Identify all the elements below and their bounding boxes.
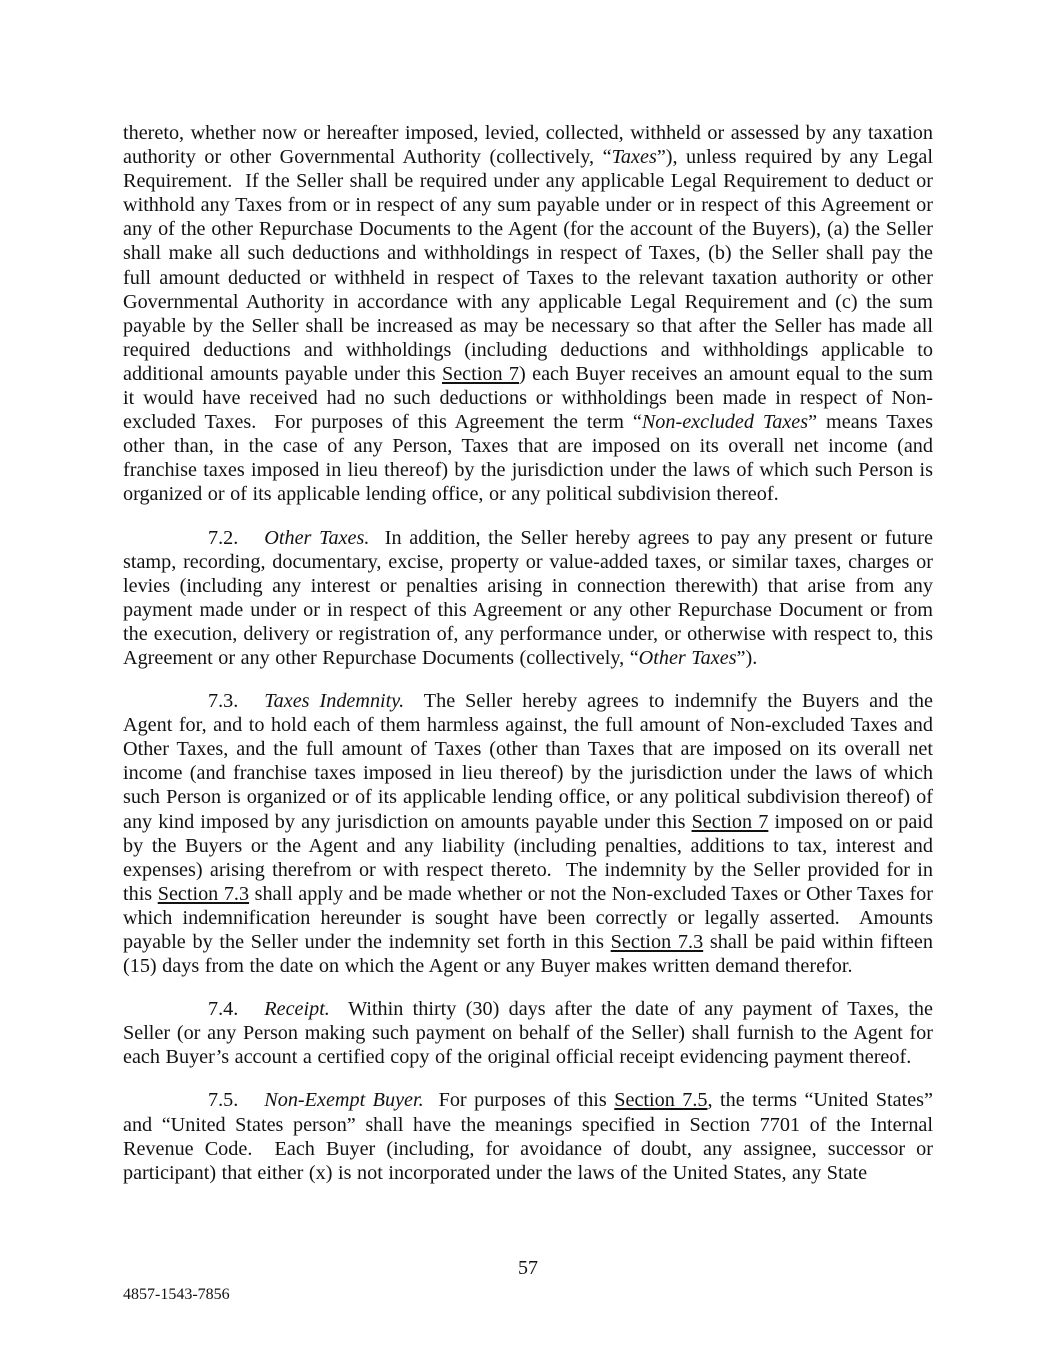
- italic-run: Receipt.: [264, 998, 330, 1021]
- italic-run: Taxes: [611, 146, 657, 169]
- text-run: imposed on or paid by the Buyers or the Agent and any liability (including penalties, additions to tax, interest and expenses) arising therefrom or with respect thereto. The indemnity by the Seller provided for in this: [123, 810, 933, 905]
- text-run: Within thirty (30) days after the date of any payment of Taxes, the Seller (or any Person making such payment on behalf of the Seller) shall furnish to the Agent for each Buyer’s account a certified copy of the original official receipt evidencing payment thereof.: [123, 998, 933, 1069]
- italic-run: Other Taxes: [638, 646, 737, 669]
- section-7-2-paragraph: [123, 526, 933, 671]
- text-run: 7.5.: [208, 1089, 239, 1112]
- section-7-4-paragraph: [123, 997, 933, 1069]
- text-run: For purposes of this: [423, 1089, 615, 1112]
- document-id-stamp: 4857-1543-7856: [123, 1286, 230, 1303]
- text-run: shall apply and be made whether or not the Non-excluded Taxes or Other Taxes for which indemnification hereunder is sought have been correctly or legally asserted. Amounts payable by the Seller under the indemnity set forth in this: [123, 882, 933, 953]
- text-run: In addition, the Seller hereby agrees to pay any present or future stamp, recording, documentary, excise, property or value-added taxes, or similar taxes, charges or levies (including any interest or penalties arising in connection therewith) that arise from any payment made under or in respect of this Agreement or any other Repurchase Document or from the execution, delivery or registration of, any performance under, or otherwise with respect to, this Agreement or any other Repurchase Documents (collectively, “: [123, 526, 933, 669]
- body-text: [123, 121, 933, 1185]
- italic-run: Taxes Indemnity.: [264, 690, 405, 713]
- text-run: ) each Buyer receives an amount equal to the sum it would have received had no such deductions or withholdings been made in respect of Non-excluded Taxes. For purposes of this Agreement the term “: [123, 362, 934, 434]
- text-run: The Seller hereby agrees to indemnify the Buyers and the Agent for, and to hold each of them harmless against, the full amount of Non-excluded Taxes and Other Taxes, and the full amount of Taxes (other than Taxes that are imposed on its overall net income (and franchise taxes imposed in lieu thereof) by the jurisdiction under the laws of which such Person is organized or of its applicable lending office, or any political subdivision thereof) of any kind imposed by any jurisdiction on amounts payable under this: [123, 690, 933, 833]
- text-run: 7.3.: [208, 690, 239, 713]
- text-run: 7.2.: [208, 526, 239, 549]
- section-reference: Section 7: [441, 362, 520, 385]
- section-reference: Section 7.3: [610, 931, 704, 953]
- italic-run: Non-Exempt Buyer.: [264, 1089, 424, 1112]
- section-reference: Section 7: [691, 810, 769, 833]
- section-reference: Section 7.5: [614, 1089, 708, 1112]
- paragraph-continuation: [123, 121, 933, 507]
- text-run: shall be paid within fifteen (15) days from the date on which the Agent or any Buyer makes written demand therefor.: [123, 931, 933, 978]
- text-run: thereto, whether now or hereafter imposed, levied, collected, withheld or assessed by any taxation authority or other Governmental Authority (collectively, “: [123, 122, 933, 169]
- text-run: ”), unless required by any Legal Requirement. If the Seller shall be required under any applicable Legal Requirement to deduct or withhold any Taxes from or in respect of any sum payable under or in respect of this Agreement or any of the other Repurchase Documents to the Agent (for the account of the Buyers), (a) the Seller shall make all such deductions and withholdings in respect of Taxes, (b) the Seller shall pay the full amount deducted or withheld in respect of Taxes to the relevant taxation authority or other Governmental Authority in accordance with any applicable Legal Requirement and (c) the sum payable by the Seller shall be increased as may be necessary so that after the Seller has made all required deductions and withholdings (including deductions and withholdings applicable to additional amounts payable under this: [123, 146, 933, 385]
- text-run: 7.4.: [208, 998, 239, 1021]
- text-run: ”).: [736, 646, 758, 669]
- italic-run: Non-excluded Taxes: [641, 411, 809, 434]
- section-7-5-paragraph: [123, 1088, 933, 1184]
- section-reference: Section 7.3: [157, 882, 250, 905]
- section-7-3-paragraph: [123, 689, 933, 978]
- text-run: ” means Taxes other than, in the case of any Person, Taxes that are imposed on its overall net income (and franchise taxes imposed in lieu thereof) by the jurisdiction under the laws of which such Person is organized or of its applicable lending office, or any political subdivision thereof.: [123, 411, 933, 506]
- italic-run: Other Taxes.: [264, 526, 370, 549]
- text-run: , the terms “United States” and “United States person” shall have the meanings specified in Section 7701 of the Internal Revenue Code. Each Buyer (including, for avoidance of doubt, any assignee, successor or participant) that either (x) is not incorporated under the laws of the United States, any State: [123, 1089, 933, 1184]
- page-number: 57: [518, 1257, 538, 1279]
